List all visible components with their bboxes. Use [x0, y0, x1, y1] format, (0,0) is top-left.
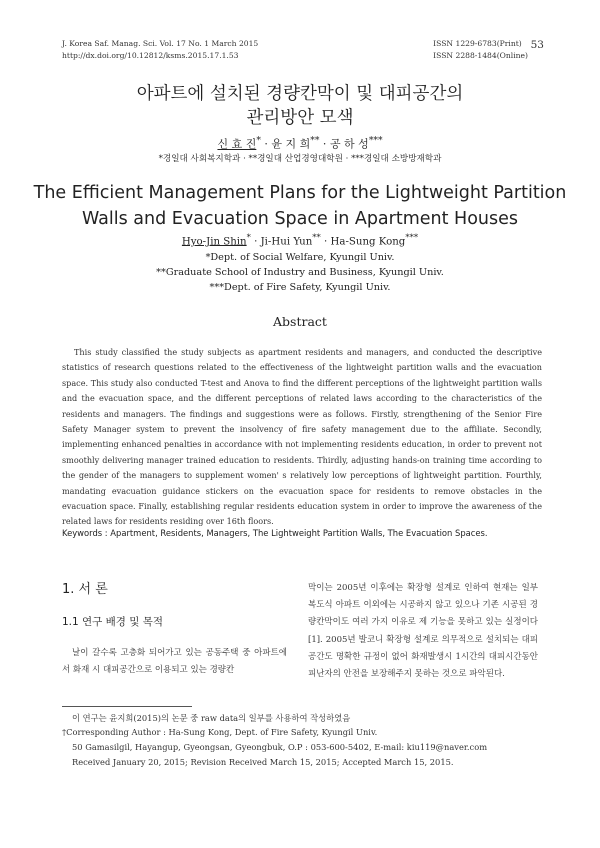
abstract-heading: Abstract [273, 314, 327, 329]
issn-online: ISSN 2288-1484(Online) [433, 51, 528, 60]
english-author-2: Ji-Hui Yun [260, 236, 313, 248]
korean-title [0, 82, 600, 130]
running-header-right [433, 38, 528, 62]
issn-print: ISSN 1229-6783(Print) [433, 39, 522, 48]
english-author-2-mark: ** [312, 233, 321, 243]
korean-affiliations: *경일대 사회복지학과 · **경일대 산업경영대학원 · ***경일대 소방방재학과 [158, 154, 442, 164]
affiliation-2: **Graduate School of Industry and Business, Kyungil Univ. [156, 267, 444, 278]
body-text-left: 날이 갈수록 고층화 되어가고 있는 공동주택 중 아파트에서 화재 시 대피공간으로 이용되고 있는 경량칸 [62, 648, 287, 676]
korean-author-1-mark: * [256, 135, 261, 146]
author-separator: · [260, 137, 272, 151]
korean-authors [0, 135, 600, 152]
english-author-3: Ha-Sung Kong [330, 236, 406, 248]
korean-author-3: 공 하 성 [329, 137, 369, 151]
author-separator: · [320, 236, 331, 248]
korean-author-2: 윤 지 희 [271, 137, 311, 151]
footnote-divider [62, 706, 192, 707]
subsection-heading-background: 1.1 연구 배경 및 목적 [62, 616, 164, 628]
journal-citation: J. Korea Saf. Manag. Sci. Vol. 17 No. 1 March 2015 [62, 39, 259, 48]
section-heading-introduction: 1. 서 론 [62, 582, 108, 597]
korean-title-line1: 아파트에 설치된 경량칸막이 및 대피공간의 [136, 84, 464, 104]
running-header-left [62, 38, 258, 62]
korean-title-line2: 관리방안 모색 [246, 108, 354, 128]
keywords: Keywords : Apartment, Residents, Managers, The Lightweight Partition Walls, The Evacuation Spaces. [62, 528, 488, 538]
english-title-line2: Walls and Evacuation Space in Apartment Houses [81, 209, 518, 229]
korean-author-2-mark: ** [310, 135, 320, 146]
abstract-text: This study classified the study subjects as apartment residents and managers, and conducted the descriptive statistics of research questions related to the effectiveness of the lightweight partition walls and the evacuation space. This study also conducted T-test and Anova to find the different perceptions of the lightweight partition walls and the evacuation space, and the different perceptions of related laws according to the characteristics of the residents and managers. The findings and suggestions were as follows. Firstly, strengthening of the Senior Fire Safety Manager system to prevent the insolvency of fire safety management due to the affiliate. Secondly, implementing enhanced penalties in accordance with not implementing residents education, in order to prevent not smoothly delivering manager trained education to residents. Thirdly, adjusting hands-on training time according to the gender of the managers to supplement women' s relatively low perceptions of lightweight partition. Fourthly, mandating evacuation guidance stickers on the evacuation space for residents to remove obstacles in the evacuation space. Finally, establishing regular residents education system in order to improve the awareness of the related laws for residents residing over 16th floors. [62, 347, 542, 527]
english-author-1: Hyo-Jin Shin [181, 236, 247, 248]
english-authors [0, 233, 600, 247]
footnote-corresponding-author: †Corresponding Author : Ha-Sung Kong, Dept. of Fire Safety, Kyungil Univ. [62, 727, 378, 737]
korean-author-1: 신 효 진 [217, 137, 257, 151]
footnote-address: 50 Gamasilgil, Hayangup, Gyeongsan, Gyeongbuk, O.P : 053-600-5402, E-mail: kiu119@naver.com [72, 742, 488, 752]
english-title-line1: The Efficient Management Plans for the Lightweight Partition [33, 183, 567, 203]
author-separator: · [250, 236, 261, 248]
body-text-right: 막이는 2005년 이후에는 확장형 설계로 인하여 현재는 일부 복도식 아파트 이외에는 시공하지 않고 있으나 기존 시공된 경량칸막이도 여러 가지 이유로 제 기능을 못하고 있는 실정이다[1]. 2005년 발코니 확장형 설계로 의무적으로 설치되는 대피공간도 명확한 규정이 없어 화재발생시 1시간의 대피시간동안 피난자의 안전을 보장해주지 못하는 것으로 파악된다. [308, 583, 538, 680]
footnote-dates: Received January 20, 2015; Revision Received March 15, 2015; Accepted March 15, 2015. [72, 757, 454, 767]
korean-author-3-mark: *** [368, 135, 383, 146]
english-title [0, 180, 600, 232]
english-author-1-mark: * [246, 233, 251, 243]
doi-link[interactable]: http://dx.doi.org/10.12812/ksms.2015.17.1.53 [62, 51, 239, 60]
page-number: 53 [530, 39, 544, 51]
author-separator: · [319, 137, 330, 151]
affiliation-3: ***Dept. of Fire Safety, Kyungil Univ. [209, 282, 391, 293]
affiliation-1: *Dept. of Social Welfare, Kyungil Univ. [205, 252, 395, 263]
english-author-3-mark: *** [405, 233, 419, 243]
footnote-funding: 이 연구는 윤지희(2015)의 논문 중 raw data의 일부를 사용하여 작성하였음 [72, 713, 351, 723]
english-affiliations [0, 250, 600, 295]
